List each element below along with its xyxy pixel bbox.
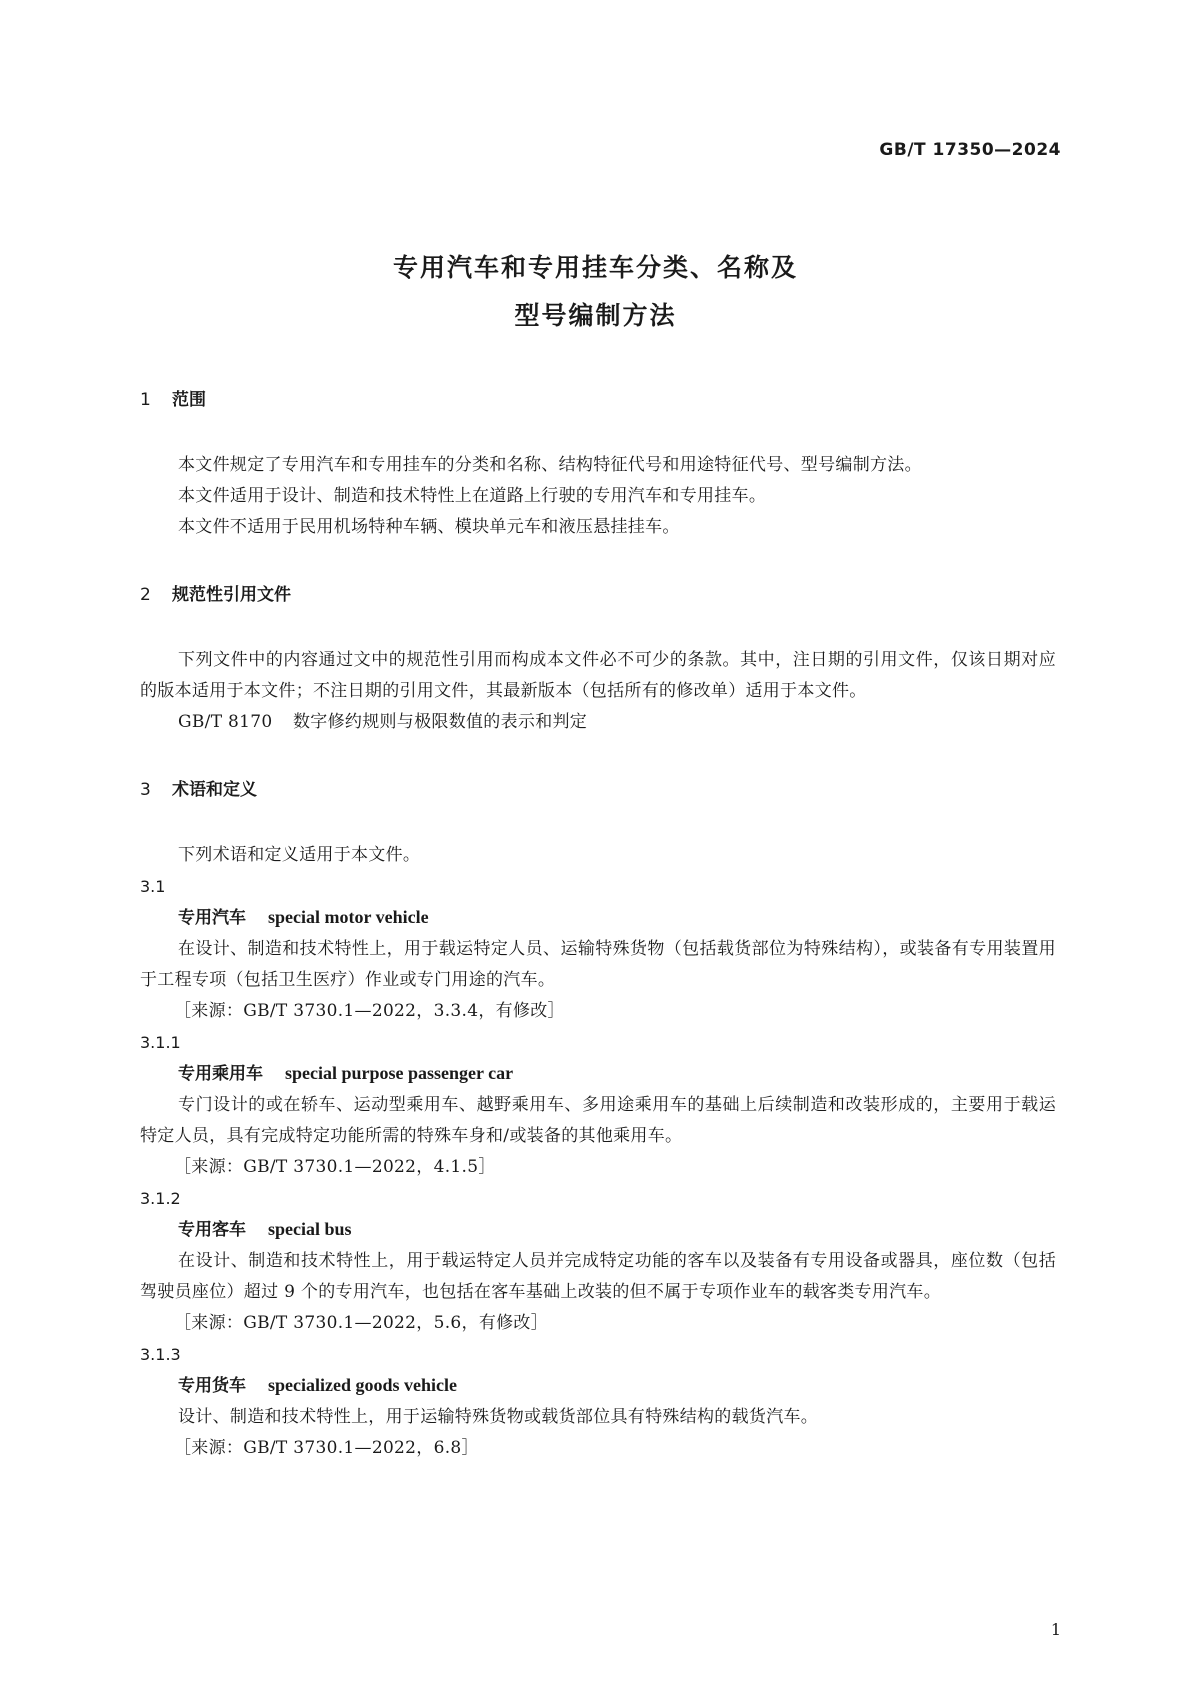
term-source: ［来源：GB/T 3730.1—2022，3.3.4，有修改］ bbox=[174, 1001, 565, 1021]
term-chinese: 专用汽车 bbox=[178, 908, 246, 928]
section-2-intro: 下列文件中的内容通过文中的规范性引用而构成本文件必不可少的条款。其中，注日期的引用文件，仅该日期对应的版本适用于本文件；不注日期的引用文件，其最新版本（包括所有的修改单）适用于本文件。 bbox=[140, 650, 1056, 701]
standard-number: GB/T 17350—2024 bbox=[879, 140, 1061, 160]
section-3-intro: 下列术语和定义适用于本文件。 bbox=[178, 845, 421, 865]
term-definition: 专门设计的或在轿车、运动型乘用车、越野乘用车、多用途乘用车的基础上后续制造和改装形成的，主要用于载运特定人员，具有完成特定功能所需的特殊车身和/或装备的其他乘用车。 bbox=[140, 1095, 1056, 1146]
term-source: ［来源：GB/T 3730.1—2022，5.6，有修改］ bbox=[174, 1313, 549, 1333]
title-line-1: 专用汽车和专用挂车分类、名称及 bbox=[392, 253, 798, 282]
term-number: 3.1 bbox=[140, 877, 166, 896]
term-heading bbox=[140, 902, 1056, 934]
document-body bbox=[140, 384, 1056, 1464]
term-source: ［来源：GB/T 3730.1—2022，4.1.5］ bbox=[174, 1157, 496, 1177]
term-heading bbox=[140, 1214, 1056, 1246]
section-1-paragraph: 本文件不适用于民用机场特种车辆、模块单元车和液压悬挂挂车。 bbox=[178, 517, 680, 537]
reference-code: GB/T 8170 bbox=[178, 712, 273, 732]
section-3-heading: 3 术语和定义 bbox=[140, 780, 257, 800]
document-title bbox=[0, 244, 1191, 340]
page-number: 1 bbox=[1050, 1620, 1061, 1639]
term-heading bbox=[140, 1370, 1056, 1402]
section-1-paragraph: 本文件适用于设计、制造和技术特性上在道路上行驶的专用汽车和专用挂车。 bbox=[178, 486, 767, 506]
term-english: specialized goods vehicle bbox=[268, 1375, 457, 1395]
term-chinese: 专用乘用车 bbox=[178, 1064, 263, 1084]
term-number: 3.1.1 bbox=[140, 1033, 181, 1052]
title-line-2: 型号编制方法 bbox=[514, 301, 677, 330]
term-definition: 设计、制造和技术特性上，用于运输特殊货物或载货部位具有特殊结构的载货汽车。 bbox=[178, 1407, 819, 1427]
term-chinese: 专用货车 bbox=[178, 1376, 246, 1396]
term-chinese: 专用客车 bbox=[178, 1220, 246, 1240]
section-1-paragraph: 本文件规定了专用汽车和专用挂车的分类和名称、结构特征代号和用途特征代号、型号编制方法。 bbox=[178, 455, 922, 475]
term-number: 3.1.2 bbox=[140, 1189, 181, 1208]
term-source: ［来源：GB/T 3730.1—2022，6.8］ bbox=[174, 1438, 479, 1458]
section-2-heading: 2 规范性引用文件 bbox=[140, 585, 291, 605]
term-english: special motor vehicle bbox=[268, 907, 429, 927]
term-definition: 在设计、制造和技术特性上，用于载运特定人员、运输特殊货物（包括载货部位为特殊结构），或装备有专用装置用于工程专项（包括卫生医疗）作业或专门用途的汽车。 bbox=[140, 939, 1056, 990]
normative-reference bbox=[140, 707, 1056, 738]
term-definition: 在设计、制造和技术特性上，用于载运特定人员并完成特定功能的客车以及装备有专用设备或器具，座位数（包括驾驶员座位）超过 9 个的专用汽车，也包括在客车基础上改装的但不属于专项作业车的载客类专用汽车。 bbox=[140, 1251, 1056, 1302]
term-english: special bus bbox=[268, 1219, 352, 1239]
term-number: 3.1.3 bbox=[140, 1345, 181, 1364]
term-english: special purpose passenger car bbox=[285, 1063, 514, 1083]
reference-title: 数字修约规则与极限数值的表示和判定 bbox=[293, 712, 588, 732]
section-1-heading: 1 范围 bbox=[140, 390, 206, 410]
term-heading bbox=[140, 1058, 1056, 1090]
